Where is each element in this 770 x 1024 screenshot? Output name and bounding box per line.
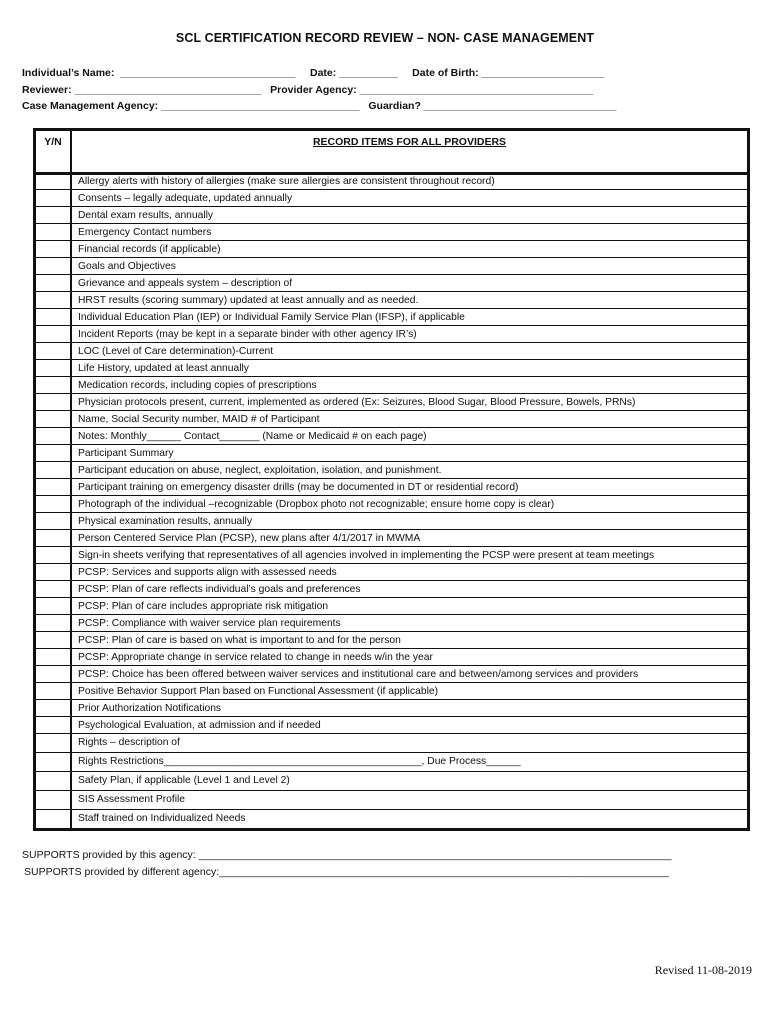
table-row [36, 173, 747, 190]
yn-cell[interactable] [36, 683, 72, 700]
yn-cell[interactable] [36, 564, 72, 581]
yn-cell[interactable] [36, 445, 72, 462]
yn-cell[interactable] [36, 309, 72, 326]
table-row [36, 496, 747, 513]
yn-cell[interactable] [36, 224, 72, 241]
record-item-label: PCSP: Plan of care is based on what is important to and for the person [78, 635, 401, 646]
table-body [36, 173, 747, 829]
yn-cell[interactable] [36, 428, 72, 445]
record-item-label: SIS Assessment Profile [78, 794, 186, 805]
record-item-label: Notes: Monthly______ Contact_______ (Name or Medicaid # on each page) [78, 431, 427, 442]
yn-cell[interactable] [36, 377, 72, 394]
yn-cell[interactable] [36, 598, 72, 615]
table-row [36, 581, 747, 598]
yn-cell[interactable] [36, 772, 72, 791]
table-row [36, 360, 747, 377]
table-row [36, 377, 747, 394]
yn-cell[interactable] [36, 343, 72, 360]
yn-cell[interactable] [36, 810, 72, 830]
table-row [36, 615, 747, 632]
record-item-label: Staff trained on Individualized Needs [78, 813, 246, 824]
yn-cell[interactable] [36, 791, 72, 810]
yn-column-header: Y/N [36, 131, 72, 172]
record-item-label: Goals and Objectives [78, 261, 176, 272]
yn-cell[interactable] [36, 649, 72, 666]
table-row [36, 224, 747, 241]
yn-cell[interactable] [36, 513, 72, 530]
revised-date: Revised 11-08-2019 [654, 963, 752, 977]
table-row [36, 683, 747, 700]
table-row [36, 810, 747, 829]
record-item-label: LOC (Level of Care determination)-Current [78, 346, 274, 357]
record-item-label: PCSP: Plan of care reflects individual’s goals and preferences [78, 584, 361, 595]
record-item-label: Life History, updated at least annually [78, 363, 249, 374]
record-item-label: Emergency Contact numbers [78, 227, 212, 238]
table-row [36, 462, 747, 479]
yn-cell[interactable] [36, 717, 72, 734]
yn-cell[interactable] [36, 530, 72, 547]
table-row [36, 428, 747, 445]
yn-cell[interactable] [36, 734, 72, 753]
yn-cell[interactable] [36, 615, 72, 632]
table-row [36, 564, 747, 581]
record-item-label: Dental exam results, annually [78, 210, 214, 221]
record-item-label: HRST results (scoring summary) updated at least annually and as needed. [78, 295, 419, 306]
yn-cell[interactable] [36, 632, 72, 649]
table-row [36, 190, 747, 207]
record-item-label: Physical examination results, annually [78, 516, 252, 527]
yn-cell[interactable] [36, 462, 72, 479]
record-item-label: Individual Education Plan (IEP) or Individual Family Service Plan (IFSP), if applicable [78, 312, 465, 323]
yn-cell[interactable] [36, 411, 72, 428]
table-row [36, 479, 747, 496]
record-item-label: Psychological Evaluation, at admission and if needed [78, 720, 321, 731]
record-item-label: PCSP: Choice has been offered between waiver services and institutional care and between/among services and providers [78, 669, 639, 680]
table-row [36, 513, 747, 530]
record-item-label: Allergy alerts with history of allergies (make sure allergies are consistent throughout record) [78, 176, 495, 187]
record-item-label: Incident Reports (may be kept in a separate binder with other agency IR’s) [78, 329, 417, 340]
record-item-label: Name, Social Security number, MAID # of Participant [78, 414, 320, 425]
yn-cell[interactable] [36, 700, 72, 717]
supports-different-agency: SUPPORTS provided by different agency:_____________________________________________________________________________ [24, 866, 669, 878]
table-row [36, 309, 747, 326]
table-row [36, 445, 747, 462]
yn-cell[interactable] [36, 207, 72, 224]
record-item-label: Participant education on abuse, neglect, exploitation, isolation, and punishment. [78, 465, 442, 476]
header-line-reviewer: Reviewer: ________________________________ Provider Agency: ________________________________________ [22, 84, 594, 96]
record-item-label: PCSP: Plan of care includes appropriate risk mitigation [78, 601, 329, 612]
record-item-label: Rights – description of [78, 737, 180, 748]
record-item-label: Sign-in sheets verifying that representatives of all agencies involved in implementing the PCSP were present at team meetings [78, 550, 655, 561]
record-item-label: Person Centered Service Plan (PCSP), new plans after 4/1/2017 in MWMA [78, 533, 421, 544]
yn-cell[interactable] [36, 173, 72, 190]
table-row [36, 791, 747, 810]
record-items-table [33, 128, 750, 831]
record-item-label: Photograph of the individual –recognizable (Dropbox photo not recognizable; ensure home copy is clear) [78, 499, 555, 510]
yn-cell[interactable] [36, 496, 72, 513]
yn-cell[interactable] [36, 581, 72, 598]
items-column-header: RECORD ITEMS FOR ALL PROVIDERS [312, 136, 507, 148]
yn-cell[interactable] [36, 292, 72, 309]
yn-cell[interactable] [36, 326, 72, 343]
table-row [36, 275, 747, 292]
supports-this-agency: SUPPORTS provided by this agency: _________________________________________________________________________________ [22, 849, 672, 861]
yn-cell[interactable] [36, 666, 72, 683]
yn-cell[interactable] [36, 360, 72, 377]
table-row [36, 772, 747, 791]
table-row [36, 598, 747, 615]
table-row [36, 207, 747, 224]
record-item-label: Consents – legally adequate, updated annually [78, 193, 293, 204]
header-line-individual: Individual’s Name: ______________________________ Date: __________ Date of Birth: _____________________ [22, 67, 605, 79]
record-item-label: Grievance and appeals system – description of [78, 278, 293, 289]
yn-cell[interactable] [36, 258, 72, 275]
record-item-label: PCSP: Appropriate change in service related to change in needs w/in the year [78, 652, 433, 663]
table-row [36, 717, 747, 734]
table-row [36, 258, 747, 275]
table-row [36, 753, 747, 772]
document-title: SCL CERTIFICATION RECORD REVIEW – NON- CASE MANAGEMENT [175, 31, 595, 45]
record-item-label: Safety Plan, if applicable (Level 1 and Level 2) [78, 775, 290, 786]
table-row [36, 700, 747, 717]
table-row [36, 666, 747, 683]
table-row [36, 734, 747, 753]
record-item-label: PCSP: Services and supports align with assessed needs [78, 567, 337, 578]
table-row [36, 343, 747, 360]
record-item-label: Positive Behavior Support Plan based on Functional Assessment (if applicable) [78, 686, 439, 697]
table-row [36, 326, 747, 343]
table-row [36, 292, 747, 309]
table-row [36, 632, 747, 649]
table-row [36, 649, 747, 666]
table-row [36, 394, 747, 411]
yn-cell[interactable] [36, 241, 72, 258]
record-item-label: Prior Authorization Notifications [78, 703, 222, 714]
record-item-label: Rights Restrictions_____________________________________________, Due Process______ [78, 756, 521, 767]
yn-cell[interactable] [36, 479, 72, 496]
table-header [36, 131, 747, 175]
record-item-label: Medication records, including copies of prescriptions [78, 380, 317, 391]
record-item-label: Participant training on emergency disaster drills (may be documented in DT or residential record) [78, 482, 519, 493]
yn-cell[interactable] [36, 753, 72, 772]
header-line-agency: Case Management Agency: __________________________________ Guardian? _________________________________ [22, 100, 617, 112]
yn-cell[interactable] [36, 394, 72, 411]
yn-cell[interactable] [36, 190, 72, 207]
table-row [36, 241, 747, 258]
record-item-label: Financial records (if applicable) [78, 244, 221, 255]
yn-cell[interactable] [36, 547, 72, 564]
table-row [36, 411, 747, 428]
yn-cell[interactable] [36, 275, 72, 292]
record-item-label: Participant Summary [78, 448, 174, 459]
record-item-label: Physician protocols present, current, implemented as ordered (Ex: Seizures, Blood Sugar, Blood Pressure, Bowels, PRNs) [78, 397, 636, 408]
table-row [36, 530, 747, 547]
table-row [36, 547, 747, 564]
record-item-label: PCSP: Compliance with waiver service plan requirements [78, 618, 341, 629]
